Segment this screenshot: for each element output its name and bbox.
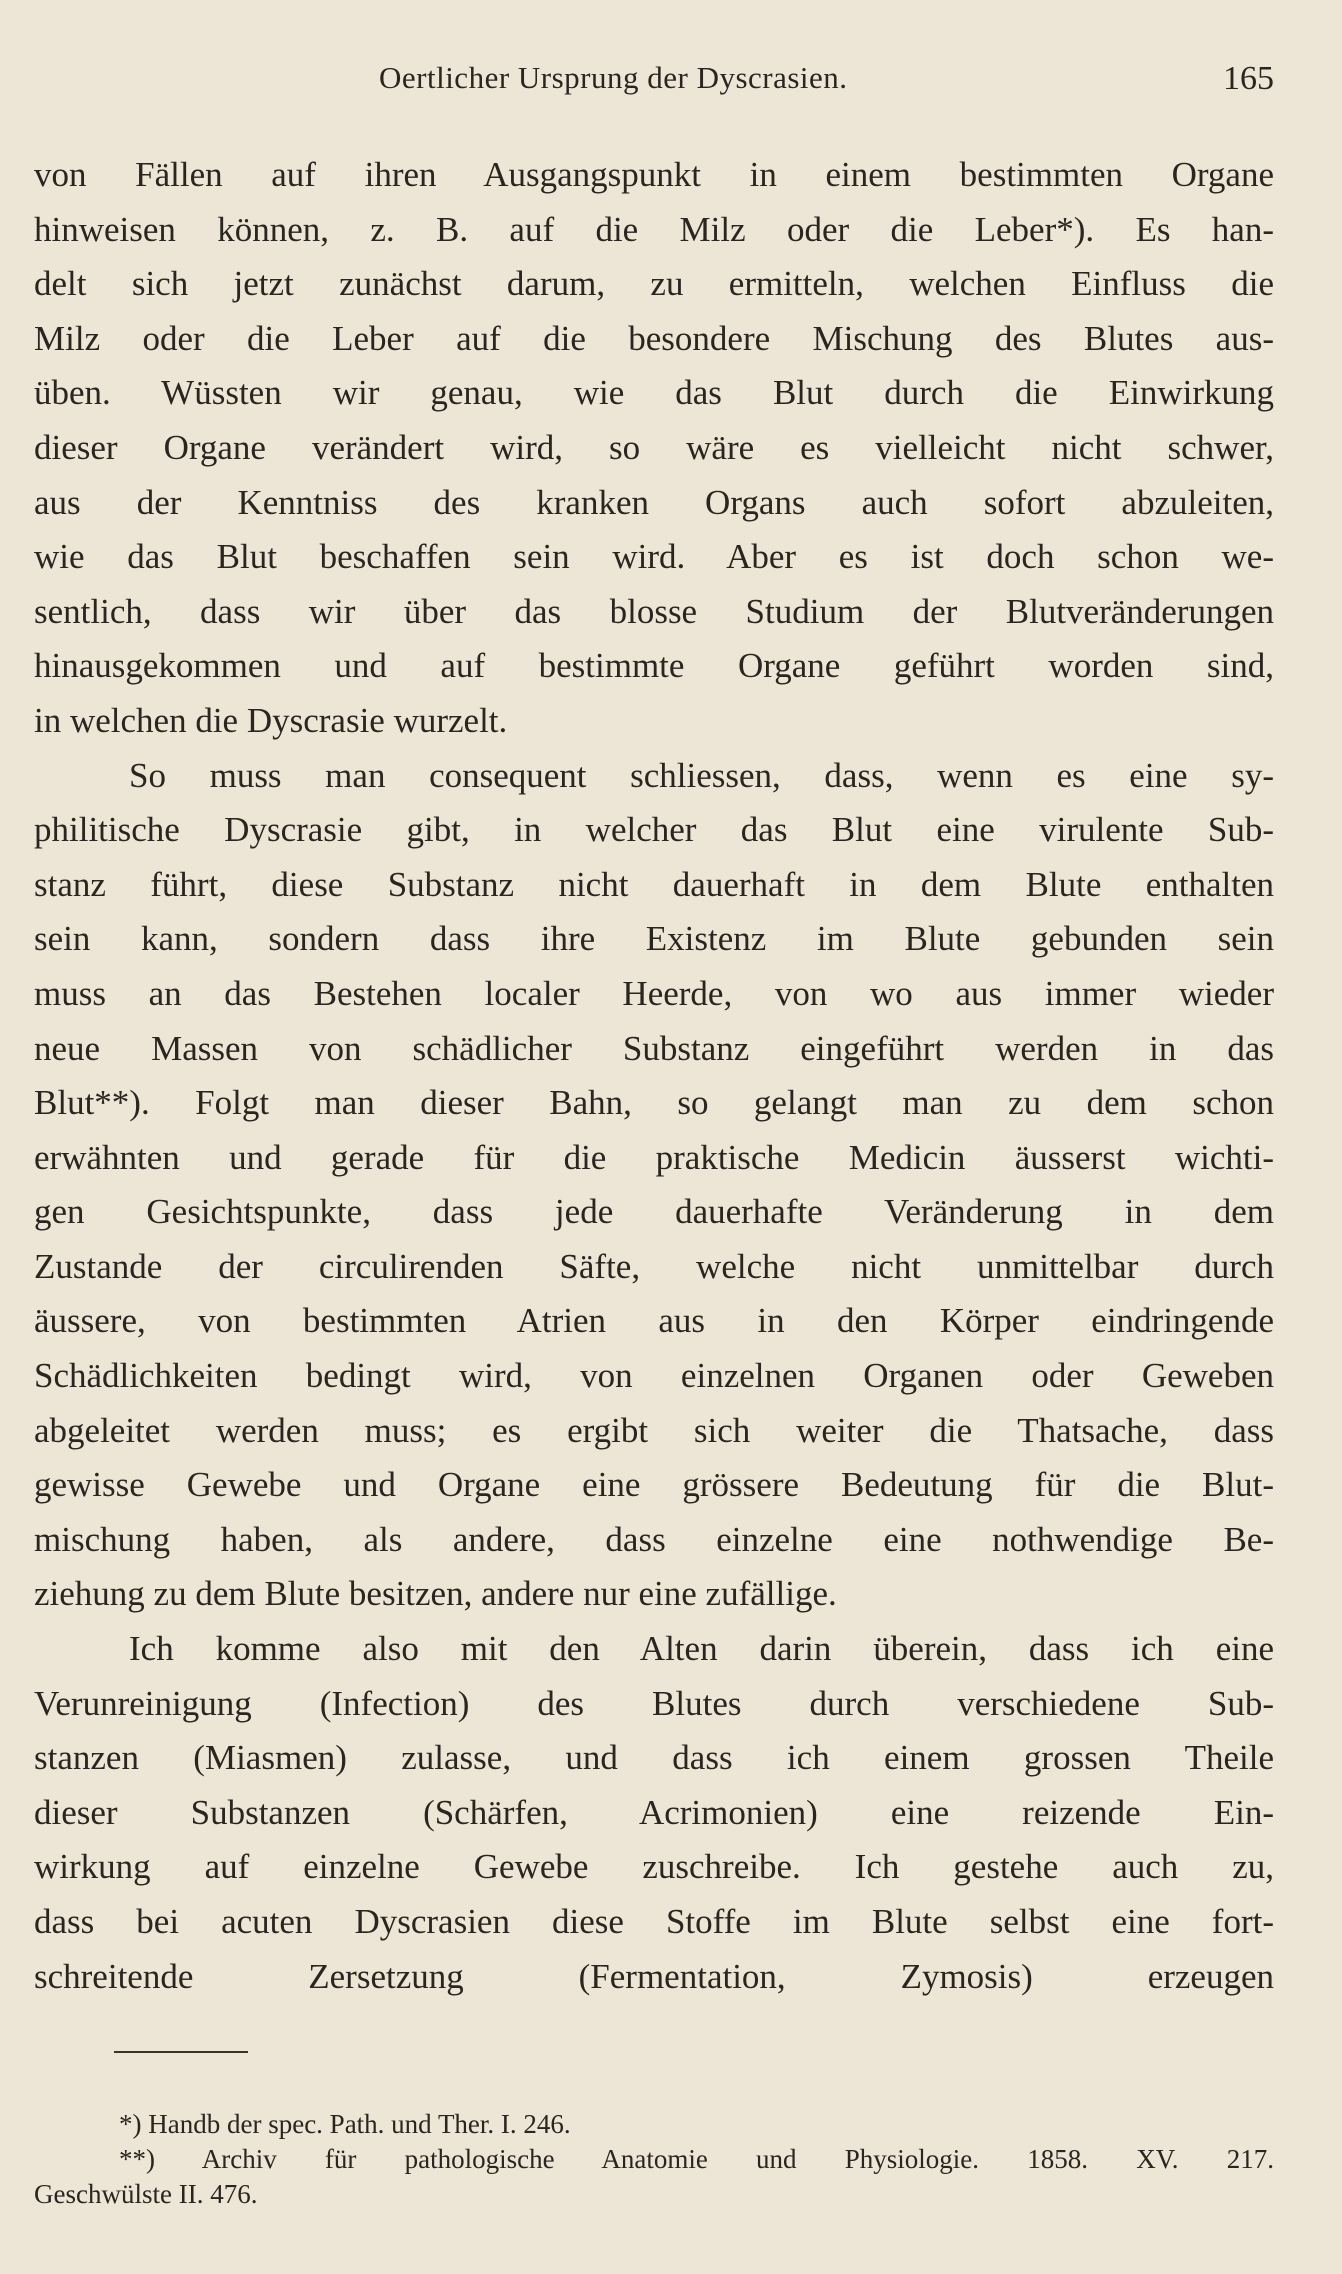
text-line: aus der Kenntniss des kranken Organs auch sofort abzuleiten, [34,482,1274,522]
footnote-2: **) Archiv für pathologische Anatomie und Physiologie. 1858. XV. 217. [119,2144,1274,2174]
text-line: üben. Wüssten wir genau, wie das Blut durch die Einwirkung [34,373,1274,413]
text-line: Blut**). Folgt man dieser Bahn, so gelangt man zu dem schon [34,1083,1274,1123]
paragraph-end-line: in welchen die Dyscrasie wurzelt. [34,700,508,740]
text-line: stanzen (Miasmen) zulasse, und dass ich einem grossen Theile [34,1738,1274,1778]
page [34,0,1274,2274]
text-line: schreitende Zersetzung (Fermentation, Zymosis) erzeugen [34,1956,1274,1996]
text-line: Milz oder die Leber auf die besondere Mischung des Blutes aus- [34,318,1274,358]
text-line: neue Massen von schädlicher Substanz eingeführt werden in das [34,1028,1274,1068]
text-line: abgeleitet werden muss; es ergibt sich weiter die Thatsache, dass [34,1410,1274,1450]
text-line: wie das Blut beschaffen sein wird. Aber es ist doch schon we- [34,537,1274,577]
text-line: Zustande der circulirenden Säfte, welche nicht unmittelbar durch [34,1246,1274,1286]
text-line: äussere, von bestimmten Atrien aus in den Körper eindringende [34,1301,1274,1341]
text-line: Schädlichkeiten bedingt wird, von einzelnen Organen oder Geweben [34,1356,1274,1396]
text-line: gewisse Gewebe und Organe eine grössere Bedeutung für die Blut- [34,1465,1274,1505]
text-line: von Fällen auf ihren Ausgangspunkt in einem bestimmten Organe [34,155,1274,194]
text-line: dass bei acuten Dyscrasien diese Stoffe im Blute selbst eine fort- [34,1902,1274,1941]
text-line: stanz führt, diese Substanz nicht dauerhaft in dem Blute enthalten [34,864,1274,904]
text-line: dieser Organe verändert wird, so wäre es vielleicht nicht schwer, [34,427,1274,467]
footnote-1: *) Handb der spec. Path. und Ther. I. 246. [119,2109,571,2139]
running-head [34,60,1274,104]
page-number: 165 [1223,60,1274,97]
footnote-rule [114,2051,248,2053]
text-line: wirkung auf einzelne Gewebe zuschreibe. Ich gestehe auch zu, [34,1847,1274,1887]
text-line: muss an das Bestehen localer Heerde, von wo aus immer wieder [34,973,1274,1013]
text-line: Verunreinigung (Infection) des Blutes durch verschiedene Sub- [34,1683,1274,1723]
footnotes [34,2107,1274,2212]
footnote-2-continuation: Geschwülste II. 476. [34,2179,258,2209]
paragraph-end-line: ziehung zu dem Blute besitzen, andere nur eine zufällige. [34,1574,837,1614]
running-title: Oertlicher Ursprung der Dyscrasien. [379,60,848,95]
text-line: hinweisen können, z. B. auf die Milz oder die Leber*). Es han- [34,209,1274,249]
text-line: gen Gesichtspunkte, dass jede dauerhafte Veränderung in dem [34,1192,1274,1232]
text-line: dieser Substanzen (Schärfen, Acrimonien) eine reizende Ein- [34,1792,1274,1832]
text-line: mischung haben, als andere, dass einzelne eine nothwendige Be- [34,1519,1274,1559]
text-line: philitische Dyscrasie gibt, in welcher das Blut eine virulente Sub- [34,810,1274,850]
paragraph-start-line: So muss man consequent schliessen, dass, wenn es eine sy- [129,755,1274,795]
paragraph-start-line: Ich komme also mit den Alten darin überein, dass ich eine [129,1629,1274,1669]
text-line: delt sich jetzt zunächst darum, zu ermitteln, welchen Einfluss die [34,264,1274,304]
text-line: sein kann, sondern dass ihre Existenz im Blute gebunden sein [34,919,1274,959]
body-text [34,148,1274,2004]
text-line: erwähnten und gerade für die praktische Medicin äusserst wichti- [34,1137,1274,1177]
text-line: hinausgekommen und auf bestimmte Organe geführt worden sind, [34,646,1274,686]
text-line: sentlich, dass wir über das blosse Studium der Blutveränderungen [34,591,1274,631]
